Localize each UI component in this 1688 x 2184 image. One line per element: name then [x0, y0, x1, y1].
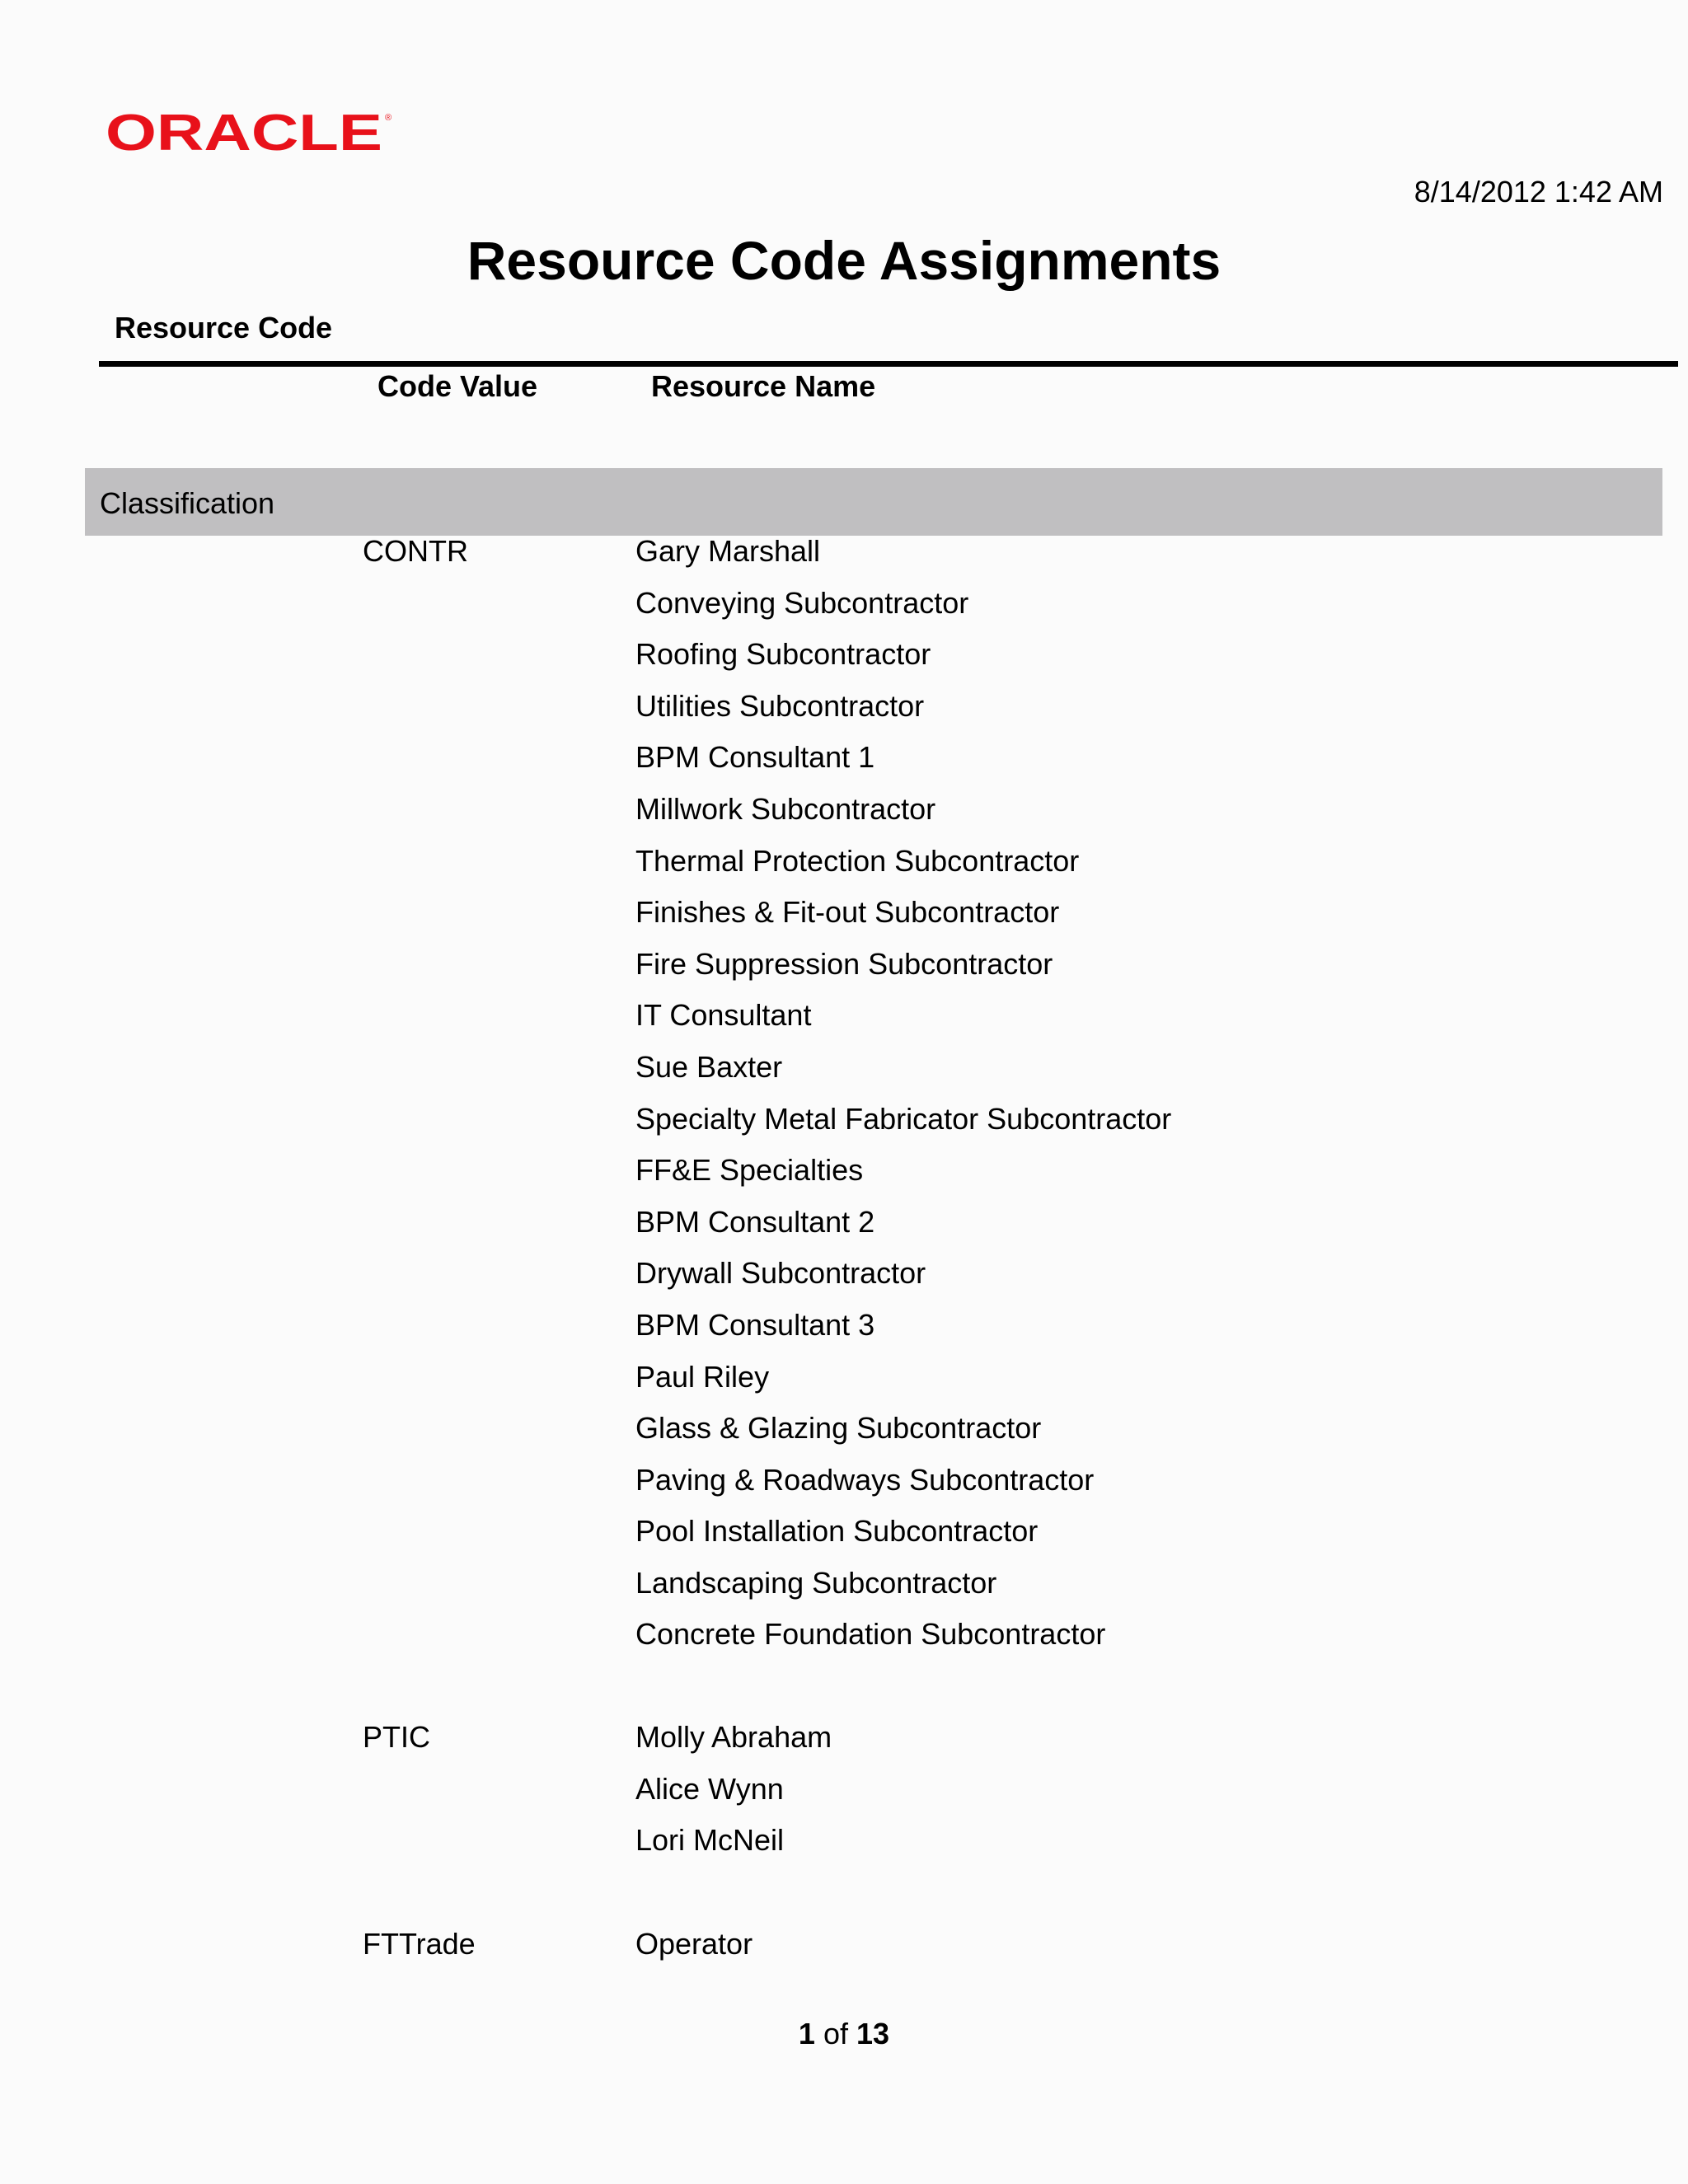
group-header-band: [85, 468, 1662, 536]
list-item: Molly Abraham: [635, 1720, 832, 1754]
list-item: Pool Installation Subcontractor: [635, 1514, 1039, 1549]
page-separator: of: [823, 2017, 848, 2050]
header-divider: [99, 361, 1678, 367]
group-label: Classification: [100, 486, 275, 520]
list-item: BPM Consultant 1: [635, 740, 875, 775]
resource-list-contr: [635, 534, 1171, 1669]
list-item: Millwork Subcontractor: [635, 791, 936, 826]
column-header-resource-code: Resource Code: [115, 311, 333, 344]
list-item: Lori McNeil: [635, 1823, 785, 1858]
list-item: Thermal Protection Subcontractor: [635, 843, 1080, 878]
page-indicator: [0, 2017, 1688, 2051]
list-item: Landscaping Subcontractor: [635, 1565, 997, 1600]
list-item: Gary Marshall: [635, 534, 821, 568]
code-value-fttrade: FTTrade: [363, 1927, 476, 1961]
list-item: Drywall Subcontractor: [635, 1256, 926, 1291]
list-item: Glass & Glazing Subcontractor: [635, 1411, 1042, 1446]
list-item: BPM Consultant 2: [635, 1204, 875, 1239]
list-item: Specialty Metal Fabricator Subcontractor: [635, 1101, 1172, 1136]
report-timestamp: 8/14/2012 1:42 AM: [1414, 175, 1663, 209]
list-item: IT Consultant: [635, 998, 812, 1033]
svg-text:®: ®: [385, 113, 392, 123]
list-item: Alice Wynn: [635, 1771, 784, 1806]
page-current: 1: [798, 2017, 815, 2050]
list-item: FF&E Specialties: [635, 1153, 864, 1188]
code-value-ptic: PTIC: [363, 1720, 431, 1754]
list-item: BPM Consultant 3: [635, 1307, 875, 1342]
list-item: Conveying Subcontractor: [635, 585, 969, 620]
list-item: Finishes & Fit-out Subcontractor: [635, 895, 1060, 930]
report-title: Resource Code Assignments: [467, 230, 1221, 291]
page-total: 13: [856, 2017, 890, 2050]
oracle-logo: [106, 107, 392, 153]
resource-list-ptic: [635, 1720, 832, 1875]
list-item: Paving & Roadways Subcontractor: [635, 1462, 1095, 1497]
list-item: Fire Suppression Subcontractor: [635, 946, 1053, 981]
list-item: Utilities Subcontractor: [635, 688, 925, 723]
column-header-resource-name: Resource Name: [651, 369, 876, 403]
list-item: Roofing Subcontractor: [635, 637, 931, 672]
column-header-code-value: Code Value: [377, 369, 538, 403]
list-item: Sue Baxter: [635, 1049, 783, 1084]
list-item: Operator: [635, 1927, 753, 1961]
resource-list-fttrade: [635, 1927, 753, 1979]
list-item: Concrete Foundation Subcontractor: [635, 1617, 1106, 1652]
code-value-contr: CONTR: [363, 534, 468, 568]
list-item: Paul Riley: [635, 1359, 770, 1394]
logo-wordmark: ORACLE: [106, 107, 382, 153]
